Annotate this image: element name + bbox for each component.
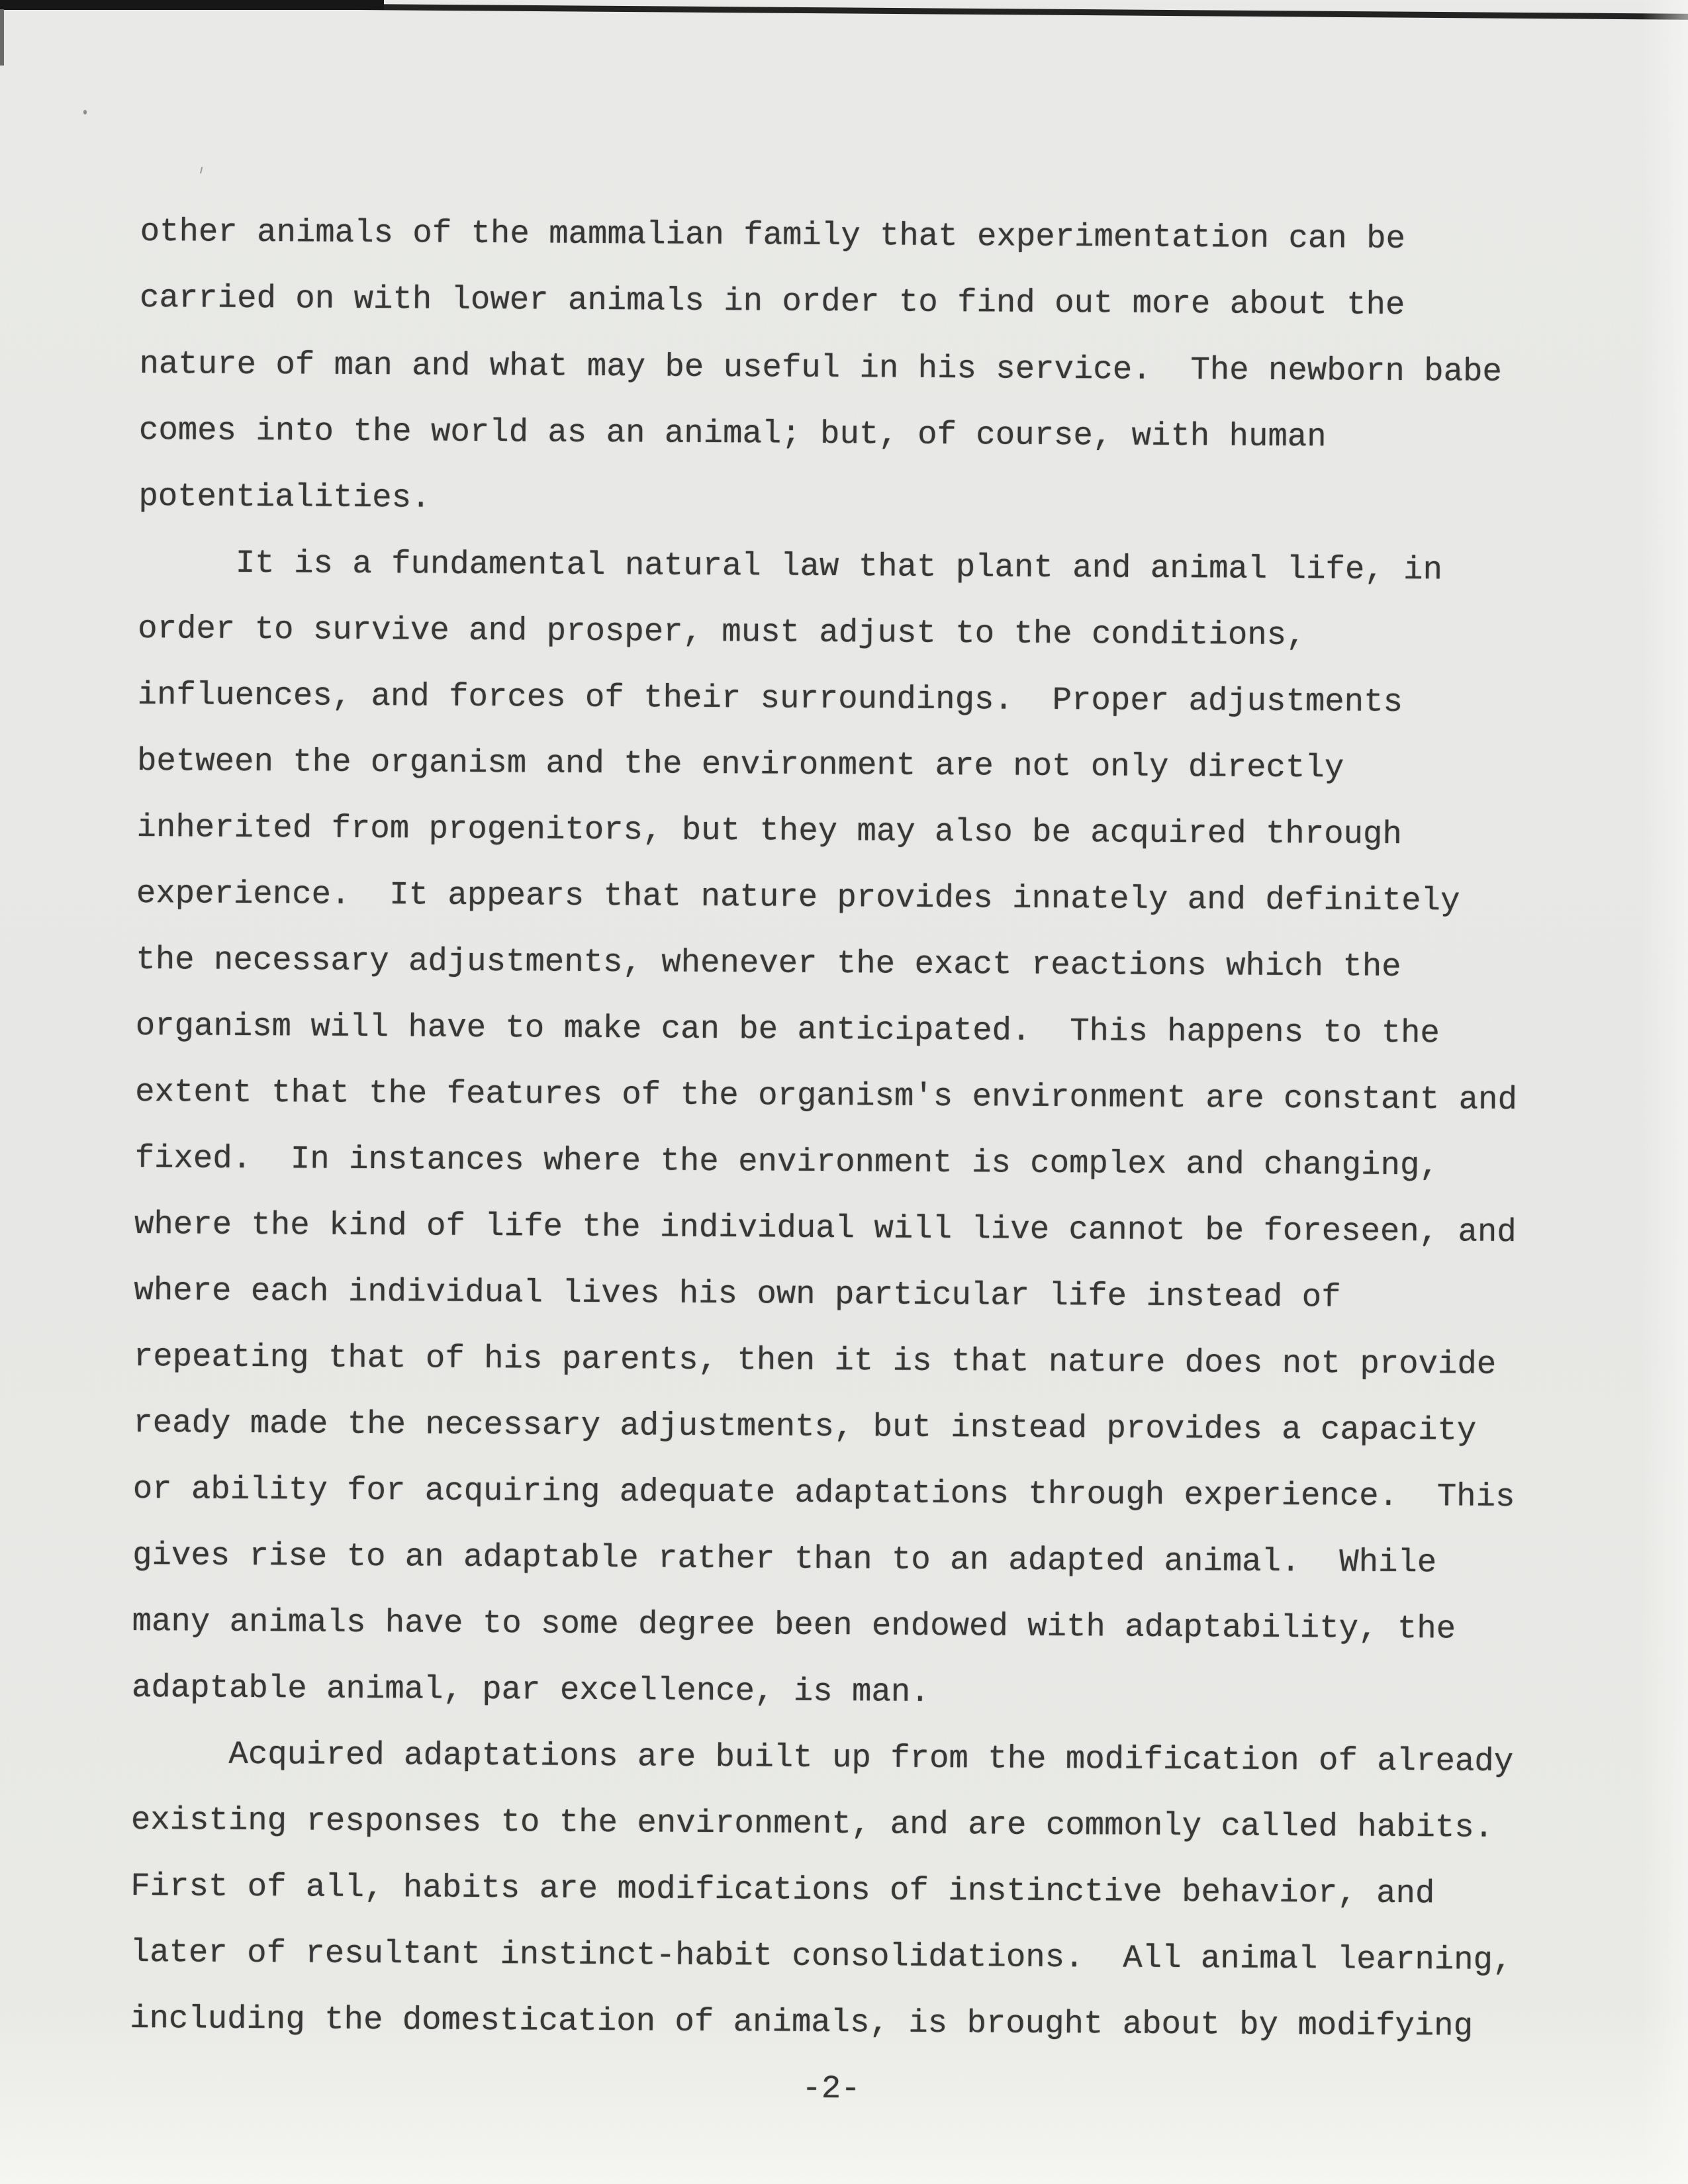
paragraph-3: Acquired adaptations are built up from the modification of already existing responses to the environment, and are commonly called habits. First of all, habits are modifications of instinctive behavior, and later of resultant instinct-habit consolidations. All animal learning, including the domestication of animals, is brought about by modifying [129,1735,1514,2045]
paragraph-1: other animals of the mammalian family that experimentation can be carried on with lower animals in order to find out more about the nature of man and what may be useful in his service. The newborn babe comes into the world as an animal; but, of course, with human potentialities. [138,212,1503,517]
scan-artifact-left-edge [0,9,4,66]
scan-speck [200,167,207,175]
page-number: -2- [802,2070,861,2108]
paragraph-2: It is a fundamental natural law that plant and animal life, in order to survive and prosper, must adjust to the conditions, influences, and forces of their surroundings. Proper adjustments between the organism and the environment are not only directly inherited from progenitors, but they may also be acquired through experience. It appears that nature provides innately and definitely the necessary adjustments, whenever the exact reactions which the organism will have to make can be anticipated. This happens to the extent that the features of the organism's environment are constant and fixed. In instances where the environment is complex and changing, where the kind of life the individual will live cannot be foreseen, and where each individual lives his own particular life instead of repeating that of his parents, then it is that nature does not provide ready made the necessary adjustments, but instead provides a capacity or ability for acquiring adequate adaptations through experience. This gives rise to an adaptable rather than to an adapted animal. While many animals have to some degree been endowed with adaptability, the adaptable animal, par excellence, is man. [131,543,1518,1711]
typewritten-text-block [129,199,1544,2126]
scan-artifact-top-left-bar [0,0,384,10]
scan-artifact-right-band [1642,0,1688,2184]
scan-speck [83,110,87,114]
